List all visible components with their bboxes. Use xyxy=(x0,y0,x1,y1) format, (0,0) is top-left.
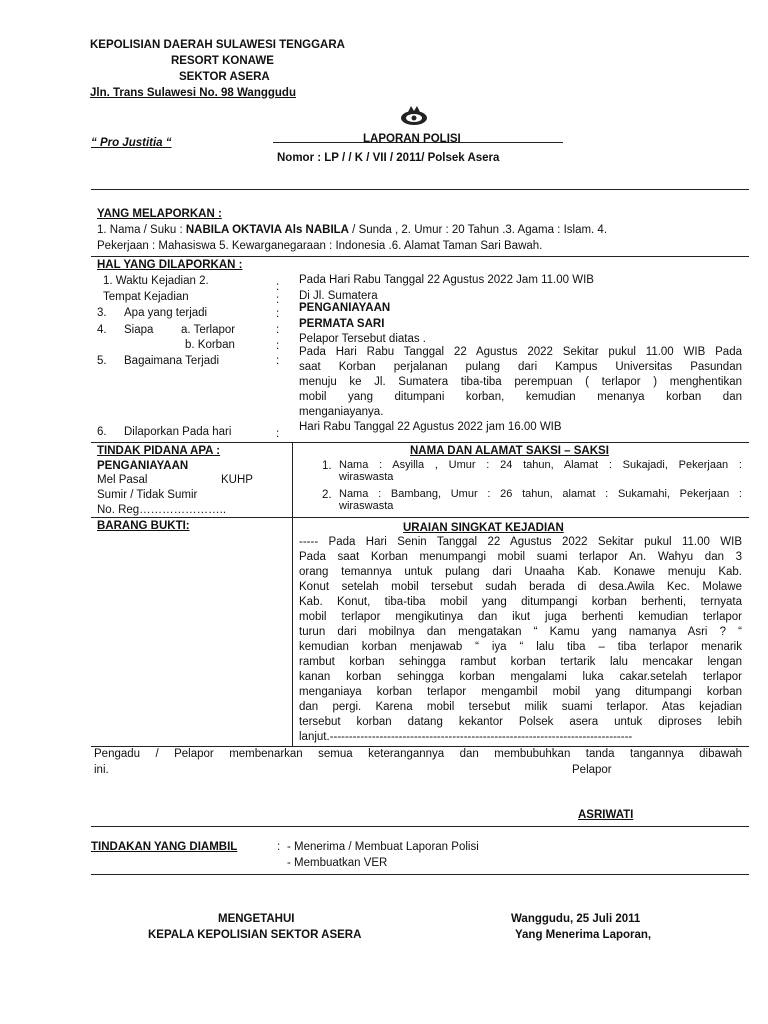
reporter-prefix: 1. Nama / Suku : xyxy=(97,224,186,236)
value-apa: PENGANIAYAAN xyxy=(299,302,391,314)
summary-line: tersebut korban datang kekantor Polsek asera untuk diproses lebih xyxy=(299,716,742,728)
value-dilaporkan: Hari Rabu Tanggal 22 Agustus 2022 jam 16.00 WIB xyxy=(299,421,562,433)
summary-line: orang temannya untuk pulang dari Unaaha Kab. Konawe menuju Kab. xyxy=(299,566,742,578)
witness-2-num: 2. xyxy=(322,489,332,501)
actions-colon: : xyxy=(277,841,281,853)
pelapor-label: Pelapor xyxy=(572,764,612,776)
witness-1 xyxy=(339,459,742,483)
header-address: Jln. Trans Sulawesi No. 98 Wanggudu xyxy=(90,87,296,99)
witness-1-line-2: wiraswasta xyxy=(339,471,394,483)
colon-bagaimana: : xyxy=(276,355,280,367)
reported-heading: HAL YANG DILAPORKAN : xyxy=(97,259,243,271)
value-korban: Pelapor Tersebut diatas . xyxy=(299,333,427,345)
reporter-details: / Sunda , 2. Umur : 20 Tahun .3. Agama : Islam. 4. xyxy=(348,224,608,236)
label-bagaimana: Bagaimana Terjadi xyxy=(124,355,220,367)
summary-line: menganiaya korban terlapor mengambil mobil yang ditumpangi korban xyxy=(299,686,742,698)
statement-line-2: ini. xyxy=(94,764,109,776)
separator-top xyxy=(91,189,749,190)
witness-2 xyxy=(339,488,742,512)
pro-justitia: “ Pro Justitia “ xyxy=(91,137,172,149)
crime-sumir: Sumir / Tidak Sumir xyxy=(97,489,198,501)
summary-line: kemudian korban menjawab “ iya “ lalu tiba – tiba terlapor menarik xyxy=(299,641,742,653)
crime-reg: No. Reg………………….. xyxy=(97,504,227,516)
action-item-1: - Menerima / Membuat Laporan Polisi xyxy=(287,841,479,853)
reporter-line-2: Pekerjaan : Mahasiswa 5. Kewarganegaraan : Indonesia .6. Alamat Taman Sari Bawah. xyxy=(97,240,543,252)
label-apa-num: 3. xyxy=(97,307,107,319)
witnesses-heading: NAMA DAN ALAMAT SAKSI – SAKSI xyxy=(410,445,609,457)
police-emblem-icon xyxy=(399,103,429,130)
bagaimana-line: menganiayanya. xyxy=(299,406,384,418)
separator-reporter xyxy=(91,256,749,257)
value-terlapor: PERMATA SARI xyxy=(299,318,385,330)
label-apa: Apa yang terjadi xyxy=(124,307,208,319)
footer-mengetahui: MENGETAHUI xyxy=(218,913,295,925)
colon-terlapor: : xyxy=(276,324,280,336)
summary-line: Kab. Konut, tiba-tiba mobil yang ditumpangi korban berhenti, ternyata xyxy=(299,596,742,608)
witness-1-line-1: Nama : Asyilla , Umur : 24 tahun, Alamat : Sukajadi, Pekerjaan : xyxy=(339,459,742,471)
label-tempat: Tempat Kejadian xyxy=(103,291,189,303)
bagaimana-line: menuju ke Jl. Sumatera tiba-tiba perempuan ( terlapor ) menghentikan xyxy=(299,376,742,388)
witness-1-num: 1. xyxy=(322,460,332,472)
separator-statement xyxy=(91,826,749,827)
summary-text xyxy=(299,535,742,745)
colon-apa: : xyxy=(276,308,280,320)
report-title: LAPORAN POLISI xyxy=(363,133,461,145)
label-dilaporkan-num: 6. xyxy=(97,426,107,438)
bagaimana-line: saat Korban perjalanan pulang dari Kampus Universitas Pasundan xyxy=(299,361,742,373)
footer-kepala: KEPALA KEPOLISIAN SEKTOR ASERA xyxy=(148,929,362,941)
colon-dilaporkan: : xyxy=(276,428,280,440)
pelapor-name: ASRIWATI xyxy=(578,809,634,821)
label-dilaporkan: Dilaporkan Pada hari xyxy=(124,426,232,438)
label-korban: b. Korban xyxy=(185,339,235,351)
crime-kuhp: KUHP xyxy=(221,474,253,486)
action-item-2: - Membuatkan VER xyxy=(287,857,388,869)
reporter-name: NABILA OKTAVIA Als NABILA xyxy=(185,224,349,236)
colon-waktu: : xyxy=(276,281,280,293)
label-bagaimana-num: 5. xyxy=(97,355,107,367)
summary-line: kanan korban sehingga korban mengalami luka cakar.setelah terlapor xyxy=(299,671,742,683)
witness-2-line-2: wiraswasta xyxy=(339,500,394,512)
report-number: Nomor : LP / / K / VII / 2011/ Polsek Asera xyxy=(277,152,500,164)
summary-heading: URAIAN SINGKAT KEJADIAN xyxy=(403,522,564,534)
bagaimana-line: mobil yang ditumpani korban, kemudian menanya korban dan xyxy=(299,391,742,403)
reporter-line-1 xyxy=(97,224,742,236)
separator-actions xyxy=(91,874,749,875)
crime-name: PENGANIAYAAN xyxy=(97,460,189,472)
footer-date: Wanggudu, 25 Juli 2011 xyxy=(511,913,641,925)
summary-line: rambut korban sehingga rambut korban tertarik lalu mencakar lengan xyxy=(299,656,742,668)
actions-heading: TINDAKAN YANG DIAMBIL xyxy=(91,841,238,853)
value-waktu: Pada Hari Rabu Tanggal 22 Agustus 2022 Jam 11.00 WIB xyxy=(299,274,594,286)
header-line-1: KEPOLISIAN DAERAH SULAWESI TENGGARA xyxy=(90,39,345,51)
crime-pasal: Mel Pasal xyxy=(97,474,148,486)
crime-heading: TINDAK PIDANA APA : xyxy=(97,445,221,457)
reporter-heading: YANG MELAPORKAN : xyxy=(97,208,222,220)
separator-crime xyxy=(91,517,749,518)
value-tempat: Di Jl. Sumatera xyxy=(299,290,378,302)
footer-receiver: Yang Menerima Laporan, xyxy=(515,929,652,941)
label-siapa-num: 4. xyxy=(97,324,107,336)
summary-line: Pada saat Korban menumpangi mobil suami terlapor An. Wahyu dan 3 xyxy=(299,551,742,563)
statement-line-1: Pengadu / Pelapor membenarkan semua keterangannya dan membubuhkan tanda tangannya dibawah xyxy=(94,748,742,760)
evidence-heading: BARANG BUKTI: xyxy=(97,520,190,532)
value-bagaimana xyxy=(299,345,742,420)
label-terlapor: a. Terlapor xyxy=(181,324,236,336)
summary-line: dan pergi. Karena mobil tersebut milik suami terlapor. Atas kejadian xyxy=(299,701,742,713)
summary-line: ----- Pada Hari Senin Tanggal 22 Agustus 2022 Sekitar pukul 11.00 WIB xyxy=(299,536,742,548)
summary-line: lanjut.------------------------------------------------------------------------------- xyxy=(299,731,633,743)
header-line-2: RESORT KONAWE xyxy=(171,55,274,67)
label-waktu: 1. Waktu Kejadian 2. xyxy=(103,275,209,287)
separator-summary xyxy=(91,746,749,747)
summary-line: turun dari mobilnya dan mengatakan “ Kamu yang namanya Asri ? “ xyxy=(299,626,742,638)
separator-reported xyxy=(91,442,749,443)
summary-line: Konut setelah mobil tersebut sudah berada di desa.Awila Kec. Molawe xyxy=(299,581,742,593)
summary-line: mobil terlapor mengikutinya dan ikut juga berhenti kemudian terlapor xyxy=(299,611,742,623)
bagaimana-line: Pada Hari Rabu Tanggal 22 Agustus 2022 Sekitar pukul 11.00 WIB Pada xyxy=(299,346,742,358)
label-siapa: Siapa xyxy=(124,324,154,336)
witness-2-line-1: Nama : Bambang, Umur : 26 tahun, alamat : Sukamahi, Pekerjaan : xyxy=(339,488,742,500)
colon-korban: : xyxy=(276,340,280,352)
colon-tempat: : xyxy=(276,294,280,306)
header-line-3: SEKTOR ASERA xyxy=(179,71,270,83)
column-divider xyxy=(292,442,293,747)
